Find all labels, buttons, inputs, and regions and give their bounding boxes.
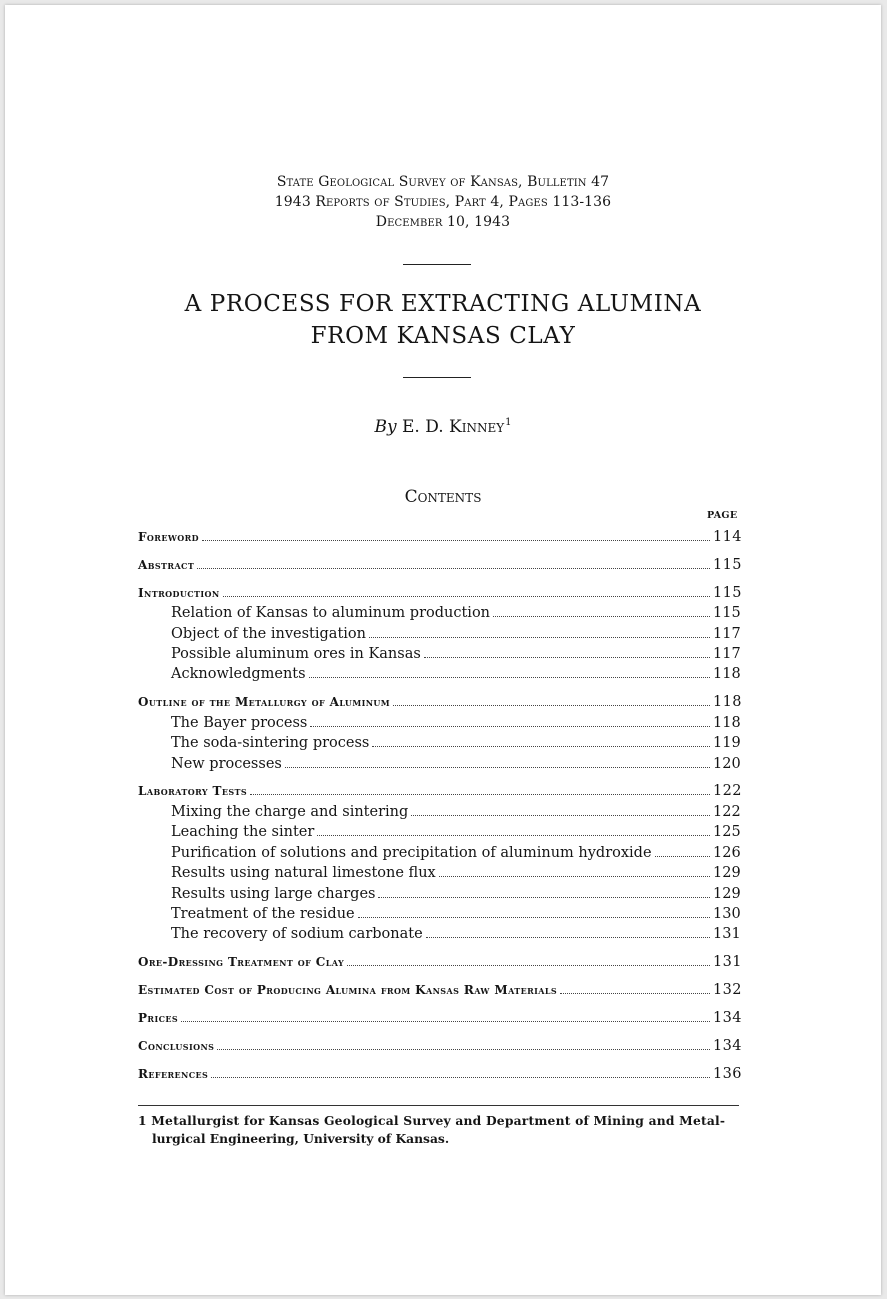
toc-entry-page: 120 <box>713 755 741 772</box>
toc-entry <box>138 555 742 575</box>
footnote <box>138 1112 741 1148</box>
toc-leader-dots <box>560 993 710 994</box>
toc-entry-label: The recovery of sodium carbonate <box>171 926 423 943</box>
toc-entry <box>138 980 742 1000</box>
toc-entry-page: 122 <box>713 803 741 820</box>
toc-entry-page: 125 <box>713 824 741 841</box>
toc-leader-dots <box>211 1077 710 1078</box>
toc-entry <box>138 863 739 883</box>
toc-entry <box>138 1064 742 1084</box>
toc-entry <box>138 843 739 863</box>
footnote-line-2: lurgical Engineering, University of Kansas. <box>152 1131 450 1146</box>
toc-entry-label: References <box>138 1066 209 1081</box>
toc-entry-page: 129 <box>713 865 741 882</box>
toc-entry-page: 118 <box>713 714 741 731</box>
toc-entry-page: 115 <box>713 584 742 601</box>
document-page <box>5 5 881 1295</box>
toc-entry-page: 114 <box>713 529 742 545</box>
toc-entry-page: 129 <box>713 885 741 902</box>
toc-entry-page: 122 <box>713 783 742 800</box>
toc-entry-page: 117 <box>713 646 741 663</box>
toc-leader-dots <box>378 897 710 898</box>
toc-leader-dots <box>309 677 710 678</box>
toc-entry-label: Possible aluminum ores in Kansas <box>171 646 421 663</box>
toc-leader-dots <box>250 794 710 795</box>
toc-entry <box>138 924 739 944</box>
toc-entry <box>138 624 739 644</box>
toc-leader-dots <box>369 637 710 638</box>
toc-leader-dots <box>393 705 710 706</box>
toc-leader-dots <box>217 1049 710 1050</box>
toc-leader-dots <box>411 815 710 816</box>
toc-leader-dots <box>197 568 710 569</box>
toc-entry <box>138 904 739 924</box>
toc-entry-label: Ore-Dressing Treatment of Clay <box>138 955 345 970</box>
toc-entry <box>138 952 742 972</box>
title-line-2: FROM KANSAS CLAY <box>310 323 576 349</box>
toc-entry <box>138 754 739 774</box>
toc-entry-label: New processes <box>171 755 282 772</box>
toc-entry-page: 134 <box>713 1010 742 1027</box>
toc-leader-dots <box>310 726 710 727</box>
contents-heading: Contents <box>404 487 482 507</box>
author-by: By <box>374 417 397 437</box>
toc-entry-label: Acknowledgments <box>171 666 306 683</box>
toc-leader-dots <box>223 596 710 597</box>
toc-entry-label: The soda-sintering process <box>171 735 370 752</box>
toc-entry <box>138 781 742 801</box>
toc-entry <box>138 527 742 547</box>
toc-entry <box>138 1008 742 1028</box>
toc-leader-dots <box>493 616 710 617</box>
bulletin-header <box>5 172 881 232</box>
toc-entry <box>138 692 742 712</box>
toc-leader-dots <box>285 767 710 768</box>
toc-entry-page: 119 <box>713 735 741 752</box>
toc-leader-dots <box>317 835 710 836</box>
page-column-label: PAGE <box>707 510 738 521</box>
toc-entry-page: 115 <box>713 556 742 573</box>
toc-leader-dots <box>202 540 710 541</box>
toc-entry-label: Results using large charges <box>171 885 376 902</box>
toc-entry-label: Outline of the Metallurgy of Aluminum <box>138 695 391 710</box>
document-title <box>5 288 881 352</box>
toc-entry <box>138 1036 742 1056</box>
toc-entry-page: 115 <box>713 605 741 622</box>
toc-entry-label: Purification of solutions and precipitation of aluminum hydroxide <box>171 844 652 861</box>
table-of-contents <box>138 527 742 1084</box>
toc-entry-label: Treatment of the residue <box>171 905 355 922</box>
header-line-1: State Geological Survey of Kansas, Bulletin 47 <box>276 174 610 190</box>
toc-entry-label: Relation of Kansas to aluminum production <box>171 605 491 622</box>
author-line <box>5 411 881 439</box>
toc-entry-label: Introduction <box>138 585 220 600</box>
toc-entry <box>138 802 739 822</box>
toc-leader-dots <box>372 746 710 747</box>
divider-rule-bottom <box>403 377 471 378</box>
toc-entry <box>138 733 739 753</box>
toc-entry-label: Estimated Cost of Producing Alumina from Kansas Raw Materials <box>138 983 558 998</box>
toc-entry <box>138 644 739 664</box>
toc-entry <box>138 583 742 603</box>
toc-entry-page: 130 <box>713 905 741 922</box>
footnote-line-1: 1 Metallurgist for Kansas Geological Survey and Department of Mining and Metal- <box>138 1113 726 1128</box>
divider-rule-top <box>403 264 471 265</box>
toc-entry-label: Leaching the sinter <box>171 824 315 841</box>
toc-entry-label: Object of the investigation <box>171 625 366 642</box>
toc-entry-label: Foreword <box>138 530 199 544</box>
header-line-2: 1943 Reports of Studies, Part 4, Pages 113-136 <box>274 194 612 210</box>
toc-entry-page: 117 <box>713 625 741 642</box>
toc-leader-dots <box>347 965 710 966</box>
toc-leader-dots <box>655 856 710 857</box>
toc-entry <box>138 664 739 684</box>
toc-entry-page: 131 <box>713 954 742 971</box>
toc-entry-label: Results using natural limestone flux <box>171 865 436 882</box>
toc-entry <box>138 884 739 904</box>
toc-leader-dots <box>358 917 710 918</box>
toc-entry <box>138 822 739 842</box>
toc-entry-label: Laboratory Tests <box>138 784 248 799</box>
toc-leader-dots <box>439 876 710 877</box>
author-name: E. D. Kinney <box>401 417 505 437</box>
footnote-rule <box>138 1105 739 1106</box>
author-footnote-mark: 1 <box>505 417 512 428</box>
toc-entry <box>138 603 739 623</box>
toc-entry-page: 118 <box>713 694 742 711</box>
toc-entry-page: 136 <box>713 1065 742 1082</box>
toc-entry-label: The Bayer process <box>171 714 308 731</box>
toc-entry-page: 132 <box>713 982 742 999</box>
toc-leader-dots <box>181 1021 710 1022</box>
toc-entry-page: 118 <box>713 666 741 683</box>
toc-entry <box>138 713 739 733</box>
toc-entry-label: Abstract <box>138 557 195 572</box>
toc-entry-page: 134 <box>713 1037 742 1054</box>
toc-entry-page: 131 <box>713 926 741 943</box>
toc-entry-label: Mixing the charge and sintering <box>171 803 409 820</box>
toc-leader-dots <box>424 657 710 658</box>
header-line-3: December 10, 1943 <box>375 214 511 230</box>
toc-entry-label: Prices <box>138 1011 179 1026</box>
toc-entry-label: Conclusions <box>138 1038 215 1053</box>
toc-entry-page: 126 <box>713 844 741 861</box>
toc-leader-dots <box>426 937 710 938</box>
title-line-1: A PROCESS FOR EXTRACTING ALUMINA <box>184 291 702 317</box>
